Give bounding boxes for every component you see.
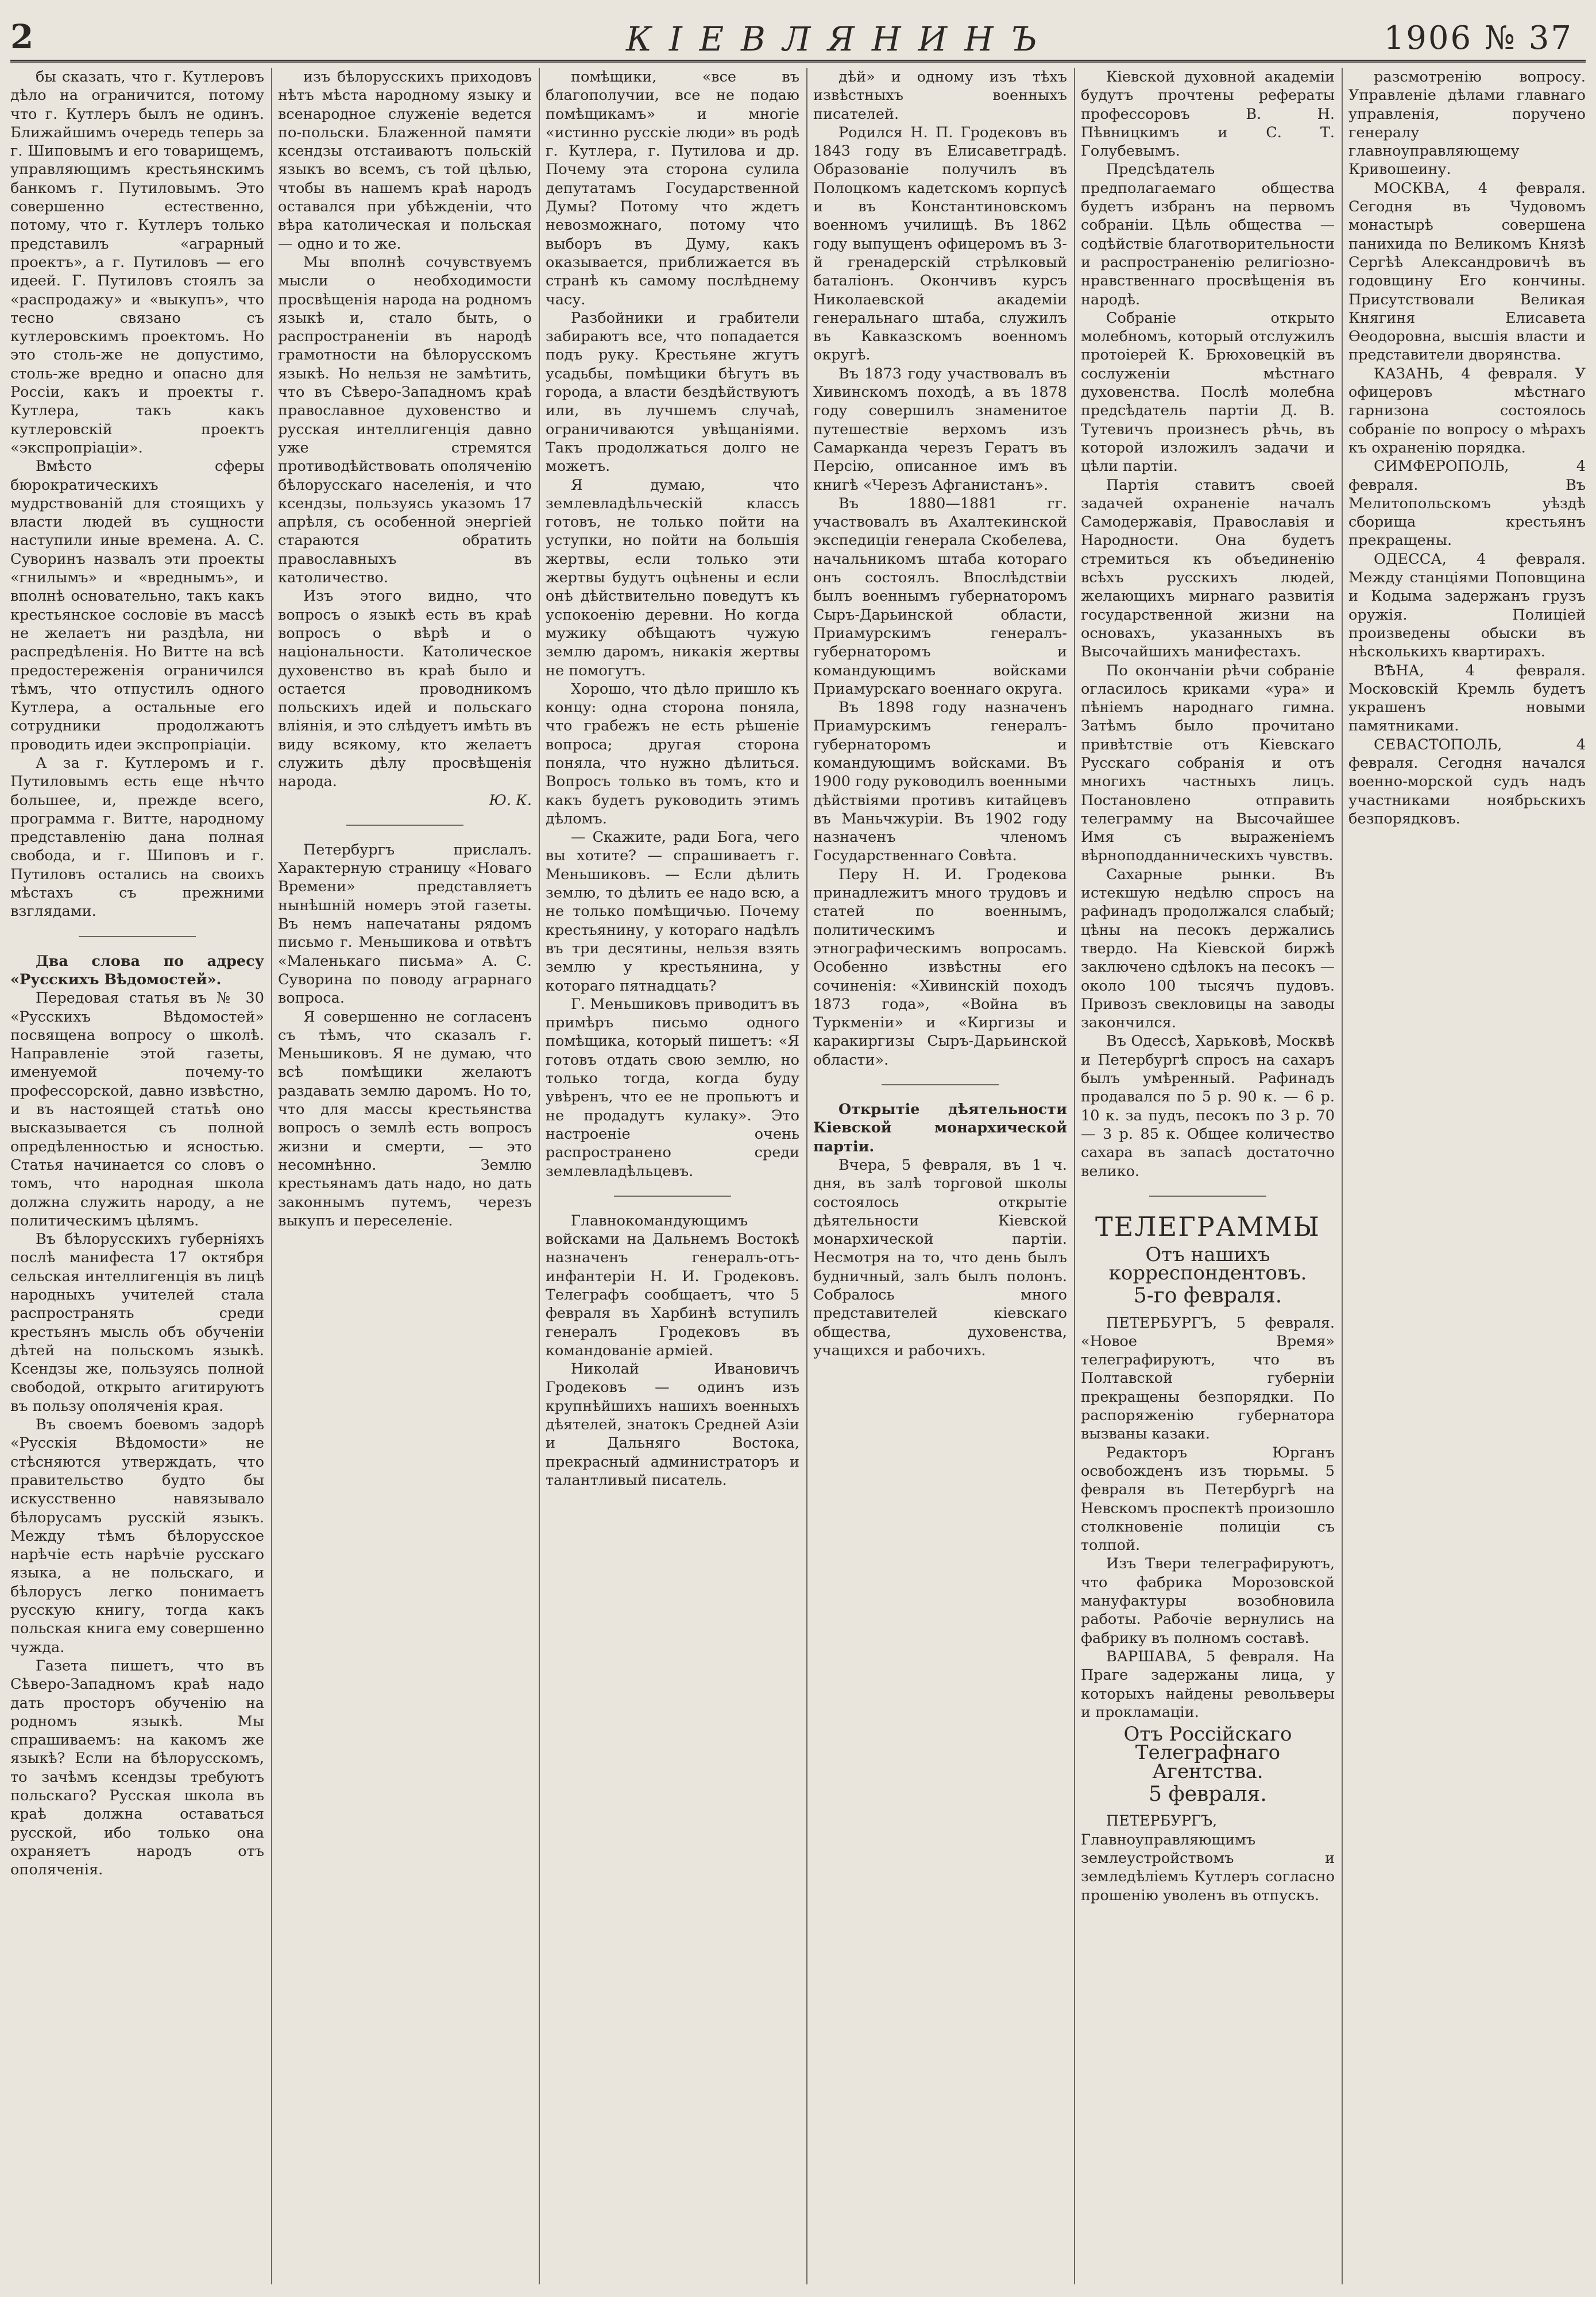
paragraph: Въ 1880—1881 гг. участвовалъ въ Ахалтекинской экспедиціи генерала Скобелева, начальникомъ штаба котораго онъ состоялъ. Впослѣдствіи былъ военнымъ губернаторомъ Сыръ-Дарьинской области, Приамурскимъ генералъ-губернаторомъ и командующимъ войсками Приамурскаго военнаго округа.	[813, 494, 1067, 698]
paragraph: ОДЕССА, 4 февраля. Между станціями Поповщина и Кодыма задержанъ грузъ оружія. Полиціей произведены обыски въ нѣсколькихъ квартирахъ.	[1348, 550, 1586, 661]
paragraph: Кіевской духовной академіи будутъ прочтены рефераты профессоровъ В. Н. Пѣвницкимъ и С. Т. Голубевымъ.	[1081, 68, 1335, 160]
paragraph: А за г. Кутлеромъ и г. Путиловымъ есть еще нѣчто большее, и, прежде всего, программа г. Витте, народному представленію дана полная свобода, и г. Шиповъ и г. Путиловъ остались на своихъ мѣстахъ съ прежними взглядами.	[10, 754, 264, 921]
paragraph: Г. Меньшиковъ приводитъ въ примѣръ письмо одного помѣщика, который пишетъ: «Я готовъ отдать свою землю, но только тогда, когда буду увѣренъ, что ее не пропьютъ и не продадутъ кулаку». Это настроеніе очень распространено среди землевладѣльцевъ.	[546, 995, 799, 1180]
telegrams-subheading: Отъ нашихъ корреспондентовъ.	[1108, 1243, 1307, 1285]
column-4	[813, 68, 1067, 1360]
column-6	[1348, 68, 1586, 828]
page-number: 2	[10, 17, 34, 56]
paragraph: Партія ставитъ своей задачей охраненіе началъ Самодержавія, Православія и Народности. Она будетъ стремиться къ объединенію всѣхъ русскихъ людей, желающихъ мирнаго развитія государственной жизни на основахъ, указанныхъ въ Высочайшихъ манифестахъ.	[1081, 476, 1335, 661]
column-separator	[806, 68, 807, 2284]
paragraph: Хорошо, что дѣло пришло къ концу: одна сторона поняла, что грабежъ не есть рѣшеніе вопроса; другая сторона поняла, что нужно дѣлиться. Вопросъ только въ томъ, кто и какъ будетъ руководить этимъ дѣломъ.	[546, 680, 799, 827]
paragraph: Перу Н. И. Гродекова принадлежитъ много трудовъ и статей по военнымъ, политическимъ и этнографическимъ вопросамъ. Особенно извѣстны его сочиненія: «Хивинскій походъ 1873 года», «Война въ Туркменіи» и «Киргизы и каракиргизы Сыръ-Дарьинской области».	[813, 865, 1067, 1069]
article-divider	[1149, 1196, 1266, 1197]
issue-number: 1906 № 37	[1384, 20, 1573, 57]
paragraph: Въ своемъ боевомъ задорѣ «Русскія Вѣдомости» не стѣсняются утверждать, что правительство будто бы искусственно навязывало бѣлорусамъ русскій языкъ. Между тѣмъ бѣлорусское нарѣчіе есть нарѣчіе русскаго языка, а не польскаго, и бѣлорусъ легко понимаетъ русскую книгу, тогда какъ польская книга ему совершенно чужда.	[10, 1416, 264, 1656]
article-divider	[882, 1084, 998, 1085]
paragraph: Въ бѣлорусскихъ губерніяхъ послѣ манифеста 17 октября сельская интеллигенція въ лицѣ народныхъ учителей стала распространять среди крестьянъ мысль объ обученіи дѣтей на польскомъ языкѣ. Ксендзы же, пользуясь полной свободой, открыто агитируютъ въ пользу ополяченія края.	[10, 1231, 264, 1415]
paragraph: Николай Ивановичъ Гродековъ — одинъ изъ крупнѣйшихъ нашихъ военныхъ дѣятелей, знатокъ Средней Азіи и Дальняго Востока, прекрасный администраторъ и талантливый писатель.	[546, 1360, 799, 1489]
article-divider	[346, 825, 463, 826]
paragraph: Вчера, 5 февраля, въ 1 ч. дня, въ залѣ торговой школы состоялось открытіе дѣятельности Кіевской монархической партіи. Несмотря на то, что день былъ будничный, залъ былъ полонъ. Собралось много представителей кіевскаго общества, духовенства, учащихся и рабочихъ.	[813, 1156, 1067, 1359]
column-separator	[271, 68, 272, 2284]
paragraph: ВѢНА, 4 февраля. Московскій Кремль будетъ украшенъ новыми памятниками.	[1348, 662, 1586, 735]
telegrams-date: 5-го февраля.	[1133, 1284, 1282, 1308]
masthead-rule	[10, 60, 1586, 63]
paragraph: Собраніе открыто молебномъ, который отслужилъ протоіерей К. Брюховецкій въ сослуженіи мѣстнаго духовенства. Послѣ молебна предсѣдатель партіи Д. В. Тутевичъ произнесъ рѣчь, въ которой изложилъ задачи и цѣли партіи.	[1081, 309, 1335, 475]
article-heading: Открытіе дѣятельности Кіевской монархической партіи.	[813, 1101, 1067, 1155]
paragraph: Въ 1898 году назначенъ Приамурскимъ генералъ-губернаторомъ и командующимъ войсками. Въ 1900 году руководилъ военными дѣйствіями противъ китайцевъ въ Маньчжуріи. Въ 1902 году назначенъ членомъ Государственнаго Совѣта.	[813, 699, 1067, 865]
paragraph: Редакторъ Юрганъ освобожденъ изъ тюрьмы. 5 февраля въ Петербургѣ на Невскомъ проспектѣ произошло столкновеніе полиціи съ толпой.	[1081, 1444, 1335, 1554]
paragraph: Мы вполнѣ сочувствуемъ мысли о необходимости просвѣщенія народа на родномъ языкѣ и, стало быть, о распространеніи въ народѣ грамотности на бѣлорусскомъ языкѣ. Но нельзя не замѣтить, что въ Сѣверо-Западномъ краѣ православное духовенство и русская интеллигенція давно уже стремятся противодѣйствовать ополяченію бѣлорусскаго населенія, и что ксендзы, пользуясь указомъ 17 апрѣля, съ особенной энергіей стараются обратить православныхъ въ католичество.	[278, 253, 532, 587]
column-separator	[1074, 68, 1075, 2284]
paragraph: — Скажите, ради Бога, чего вы хотите? — спрашиваетъ г. Меньшиковъ. — Если дѣлить землю, то дѣлить ее надо всю, а не только помѣщичью. Почему крестьянину, у котораго надѣлъ въ три десятины, нельзя взять землю у крестьянина, у котораго пятнадцать?	[546, 829, 799, 995]
article-divider	[79, 936, 195, 937]
column-separator	[1342, 68, 1343, 2284]
paragraph: дѣй» и одному изъ тѣхъ извѣстныхъ военныхъ писателей.	[813, 68, 1067, 123]
signature: Ю. К.	[489, 791, 532, 809]
article-heading: Два слова по адресу «Русскихъ Вѣдомостей».	[10, 952, 264, 988]
paragraph: Я совершенно не согласенъ съ тѣмъ, что сказалъ г. Меньшиковъ. Я не думаю, что всѣ помѣщики желаютъ раздавать землю даромъ. Но то, что для массы крестьянства вопросъ о землѣ есть вопросъ жизни и смерти, — это несомнѣнно. Землю крестьянамъ дать надо, но дать законнымъ путемъ, черезъ выкупъ и переселеніе.	[278, 1008, 532, 1229]
article-divider	[614, 1196, 731, 1197]
column-5	[1081, 68, 1335, 1905]
paragraph: ПЕТЕРБУРГЪ, 5 февраля. «Новое Время» телеграфируютъ, что въ Полтавской губерніи прекращены безпорядки. По распоряженію губернатора вызваны казаки.	[1081, 1314, 1335, 1443]
paragraph: Петербургъ прислалъ. Характерную страницу «Новаго Времени» представляетъ нынѣшній номеръ этой газеты. Въ немъ напечатаны рядомъ письмо г. Меньшикова и отвѣтъ «Маленькаго письма» А. С. Суворина по поводу аграрнаго вопроса.	[278, 841, 532, 1007]
paragraph: СЕВАСТОПОЛЬ, 4 февраля. Сегодня начался военно-морской судъ надъ участниками ноябрьскихъ безпорядковъ.	[1348, 736, 1586, 827]
column-2	[278, 68, 532, 1230]
paragraph: Родился Н. П. Гродековъ въ 1843 году въ Елисаветградѣ. Образованіе получилъ въ Полоцкомъ кадетскомъ корпусѣ и въ Константиновскомъ военномъ училищѣ. Въ 1862 году выпущенъ офицеромъ въ 3-й гренадерскій стрѣлковый баталіонъ. Окончивъ курсъ Николаевской академіи генеральнаго штаба, служилъ въ Кавказскомъ военномъ округѣ.	[813, 123, 1067, 364]
paragraph: По окончаніи рѣчи собраніе огласилось криками «ура» и пѣніемъ народнаго гимна. Затѣмъ было прочитано привѣтствіе отъ Кіевскаго Русскаго собранія и отъ многихъ частныхъ лицъ. Постановлено отправить телеграмму на Высочайшее Имя съ выраженіемъ вѣрноподданническихъ чувствъ.	[1081, 662, 1335, 865]
paragraph: Главнокомандующимъ войсками на Дальнемъ Востокѣ назначенъ генералъ-отъ-инфантеріи Н. И. Гродековъ. Телеграфъ сообщаетъ, что 5 февраля въ Харбинѣ вступилъ генералъ Гродековъ въ командованіе арміей.	[546, 1212, 799, 1359]
paragraph: КАЗАНЬ, 4 февраля. У офицеровъ мѣстнаго гарнизона состоялось собраніе по вопросу о мѣрахъ къ охраненію порядка.	[1348, 365, 1586, 457]
paragraph: помѣщики, «все въ благополучии, все не подаю помѣщикамъ» и многіе «истинно русскіе люди» въ родѣ г. Кутлера, г. Путилова и др. Почему эта сторона сулила депутатамъ Государственной Думы? Потому что ждетъ невозможнаго, потому что выборъ въ Думу, какъ оказывается, приближается въ странѣ къ самому послѣднему часу.	[546, 68, 799, 308]
column-separator	[539, 68, 540, 2284]
paragraph: Изъ этого видно, что вопросъ о языкѣ есть въ краѣ вопросъ о вѣрѣ и о національности. Католическое духовенство въ краѣ было и остается проводникомъ польскихъ идей и польскаго вліянія, и это слѣдуетъ имѣть въ виду всякому, кто желаетъ служить дѣлу просвѣщенія народа.	[278, 587, 532, 791]
paragraph: Изъ Твери телеграфируютъ, что фабрика Морозовской мануфактуры возобновила работы. Рабочіе вернулись на фабрику въ полномъ составѣ.	[1081, 1555, 1335, 1647]
paragraph: Въ Одессѣ, Харьковѣ, Москвѣ и Петербургѣ спросъ на сахаръ былъ умѣренный. Рафинадъ продавался по 5 р. 90 к. — 6 р. 10 к. за пудъ, песокъ по 3 р. 70 — 3 р. 85 к. Общее количество сахара въ запасѣ достаточно велико.	[1081, 1033, 1335, 1180]
paragraph: Вмѣсто сферы бюрократическихъ мудрствованій для стоящихъ у власти людей въ сущности наступили иные времена. А. С. Суворинъ назвалъ эти проекты «гнилымъ» и «вреднымъ», и вполнѣ основательно, такъ какъ крестьянское сословіе въ массѣ не желаетъ ни раздѣла, ни распредѣленія. Но Витте на всѣ предостереженія ограничился тѣмъ, что отпустилъ одного Кутлера, а остальные его сотрудники продолжаютъ проводить идеи экспропріаціи.	[10, 458, 264, 753]
newspaper-title: КІЕВЛЯНИНЪ	[626, 20, 1054, 59]
agency-date: 5 февраля.	[1149, 1782, 1267, 1807]
agency-subheading: Отъ Россійскаго Телеграфнаго Агентства.	[1123, 1723, 1292, 1783]
column-3	[546, 68, 799, 1490]
paragraph: СИМФЕРОПОЛЬ, 4 февраля. Въ Мелитопольскомъ уѣздѣ сборища крестьянъ прекращены.	[1348, 458, 1586, 550]
column-1	[10, 68, 264, 1880]
paragraph: ПЕТЕРБУРГЪ, Главноуправляющимъ землеустройствомъ и земледѣліемъ Кутлеръ согласно прошенію уволенъ въ отпускъ.	[1081, 1812, 1335, 1904]
paragraph: Въ 1873 году участвовалъ въ Хивинскомъ походѣ, а въ 1878 году совершилъ знаменитое путешествіе верхомъ изъ Самарканда черезъ Гератъ въ Персію, описанное имъ въ книгѣ «Черезъ Афганистанъ».	[813, 365, 1067, 494]
telegrams-heading: ТЕЛЕГРАММЫ	[1095, 1211, 1320, 1242]
paragraph: Я думаю, что землевладѣльческій классъ готовъ, не только пойти на уступки, но пойти на большія жертвы, если только эти жертвы будутъ оцѣнены и если онѣ дѣйствительно поведутъ къ успокоенію деревни. Но когда мужику обѣщаютъ чужую землю даромъ, никакія жертвы не помогутъ.	[546, 476, 799, 679]
paragraph: Предсѣдатель предполагаемаго общества будетъ избранъ на первомъ собраніи. Цѣль общества — содѣйствіе благотворительности и распространенію религіозно-нравственнаго просвѣщенія въ народѣ.	[1081, 161, 1335, 308]
paragraph: бы сказать, что г. Кутлеровъ дѣло на ограничится, потому что г. Кутлеръ былъ не одинъ. Ближайшимъ очередь теперь за г. Шиповымъ и его товарищемъ, управляющимъ крестьянскимъ банкомъ г. Путиловымъ. Это совершенно естественно, потому, что г. Кутлеръ только представилъ «аграрный проектъ», а г. Путиловъ — его идеей. Г. Путиловъ стоялъ за «распродажу» и «выкупъ», что тесно связано съ кутлеровскимъ проектомъ. Но это столь-же не допустимо, столь-же вредно и опасно для Россіи, какъ и проекты г. Кутлера, такъ какъ кутлеровскій проектъ «экспропріаціи».	[10, 68, 264, 457]
paragraph: Передовая статья въ № 30 «Русскихъ Вѣдомостей» посвящена вопросу о школѣ. Направленіе этой газеты, именуемой почему-то профессорской, давно извѣстно, и въ настоящей статьѣ оно высказывается съ полной опредѣленностью и ясностью. Статья начинается со словъ о томъ, что народная школа должна служить народу, а не политическимъ цѣлямъ.	[10, 989, 264, 1229]
masthead	[0, 0, 1596, 64]
paragraph: Разбойники и грабители забираютъ все, что попадается подъ руку. Крестьяне жгутъ усадьбы, помѣщики бѣгутъ въ города, а власти бездѣйствуютъ или, въ лучшемъ случаѣ, ограничиваются увѣщаніями. Такъ продолжаться долго не можетъ.	[546, 309, 799, 475]
paragraph: изъ бѣлорусскихъ приходовъ нѣтъ мѣста народному языку и всенародное служеніе ведется по-польски. Блаженной памяти ксендзы отстаиваютъ польскій языкъ во всемъ, съ той цѣлью, чтобы въ нашемъ краѣ народъ оставался при убѣжденіи, что вѣра католическая и польская — одно и то же.	[278, 68, 532, 253]
paragraph: МОСКВА, 4 февраля. Сегодня въ Чудовомъ монастырѣ совершена панихида по Великомъ Князѣ Сергѣѣ Александровичѣ въ годовщину Его кончины. Присутствовали Великая Княгиня Елисавета Ѳеодоровна, высшія власти и представители дворянства.	[1348, 179, 1586, 364]
paragraph: ВАРШАВА, 5 февраля. На Праге задержаны лица, у которыхъ найдены револьверы и прокламаціи.	[1081, 1648, 1335, 1721]
paragraph: Сахарные рынки. Въ истекшую недѣлю спросъ на рафинадъ продолжался слабый; цѣны на песокъ держались твердо. На Кіевской биржѣ заключено сдѣлокъ на песокъ — около 100 тысячъ пудовъ. Привозъ свекловицы на заводы закончился.	[1081, 865, 1335, 1032]
paragraph: разсмотренію вопросу. Управленіе дѣлами главнаго управленія, поручено генералу главноуправляющему Кривошеину.	[1348, 68, 1586, 179]
paragraph: Газета пишетъ, что въ Сѣверо-Западномъ краѣ надо дать просторъ обученію на родномъ языкѣ. Мы спрашиваемъ: на какомъ же языкѣ? Если на бѣлорусскомъ, то зачѣмъ ксендзы требуютъ польскаго? Русская школа въ краѣ должна оставаться русской, ибо только она охраняетъ народъ отъ ополяченія.	[10, 1657, 264, 1879]
